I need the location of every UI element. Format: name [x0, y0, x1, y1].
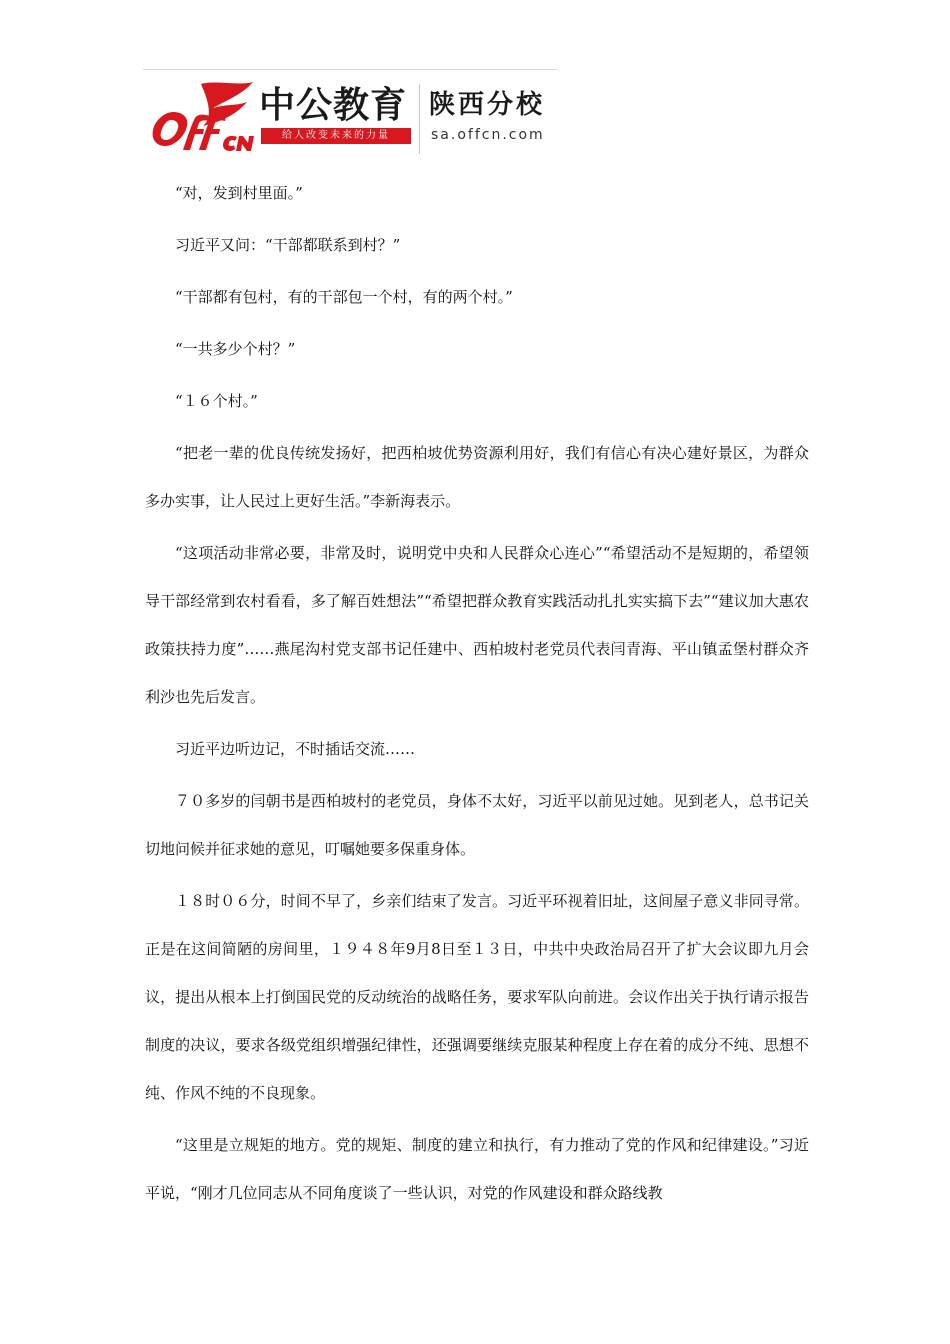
paragraph: “干部都有包村，有的干部包一个村，有的两个村。”: [175, 288, 513, 306]
offcn-logo: [143, 78, 563, 162]
paragraph: “１６个村。”: [175, 392, 258, 410]
logo-slogan: 给人改变未来的力量: [261, 128, 411, 144]
logo-divider: [419, 84, 420, 154]
logo-brand-name: 中公教育: [259, 85, 408, 126]
paragraph: １８时０６分，时间不早了，乡亲们结束了发言。习近平环视着旧址，这间屋子意义非同寻常。正是在这间简陋的房间里，１９４８年9月8日至１３日，中共中央政治局召开了扩大会议即九月会议，提出从根本上打倒国民党的反动统治的战略任务，要求军队向前进。会议作出关于执行请示报告制度的决议，要求各级党组织增强纪律性，还强调要继续克服某种程度上存在着的成分不纯、思想不纯、作风不纯的不良现象。: [145, 892, 809, 1102]
header-divider: [143, 69, 557, 70]
paragraph: “这里是立规矩的地方。党的规矩、制度的建立和执行，有力推动了党的作风和纪律建设。”习近平说，“刚才几位同志从不同角度谈了一些认识，对党的作风建设和群众路线教: [145, 1136, 809, 1202]
paragraph: “对，发到村里面。”: [175, 184, 303, 202]
paragraph: 习近平又问：“干部都联系到村？”: [175, 236, 401, 254]
paragraph: ７０多岁的闫朝书是西柏坡村的老党员，身体不太好，习近平以前见过她。见到老人，总书记关切地问候并征求她的意见，叮嘱她要多保重身体。: [145, 792, 809, 858]
offcn-flame-logo-icon: [143, 78, 261, 162]
paragraph: “把老一辈的优良传统发扬好，把西柏坡优势资源利用好，我们有信心有决心建好景区，为群众多办实事，让人民过上更好生活。”李新海表示。: [145, 444, 809, 510]
paragraph: “这项活动非常必要，非常及时，说明党中央和人民群众心连心”“希望活动不是短期的，希望领导干部经常到农村看看，多了解百姓想法”“希望把群众教育实践活动扎扎实实搞下去”“建议加大惠农政策扶持力度”……燕尾沟村党支部书记任建中、西柏坡村老党员代表闫青海、平山镇孟堡村群众齐利沙也先后发言。: [145, 544, 809, 706]
paragraph: “一共多少个村？”: [175, 340, 296, 358]
logo-url: sa.offcn.com: [431, 127, 545, 143]
article-body: [145, 169, 809, 1221]
paragraph: 习近平边听边记，不时插话交流……: [175, 740, 416, 758]
logo-branch-name: 陕西分校: [429, 90, 546, 120]
